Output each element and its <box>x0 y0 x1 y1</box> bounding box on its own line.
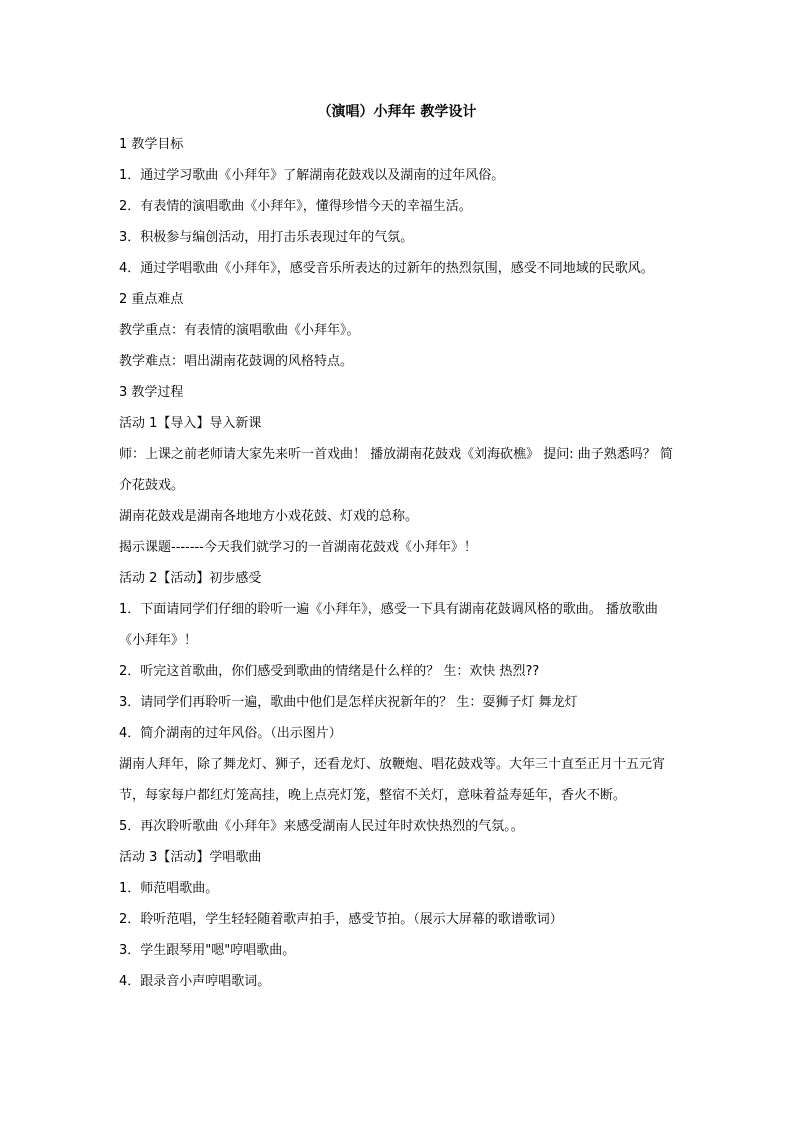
paragraph: 教学难点：唱出湖南花鼓调的风格特点。 <box>119 354 354 369</box>
paragraph: 1．通过学习歌曲《小拜年》了解湖南花鼓戏以及湖南的过年风俗。 <box>119 168 505 183</box>
paragraph: 2．有表情的演唱歌曲《小拜年》，懂得珍惜今天的幸福生活。 <box>119 199 472 214</box>
paragraph: 1 教学目标 <box>119 137 184 152</box>
paragraph: 4．通过学唱歌曲《小拜年》，感受音乐所表达的过新年的热烈氛围，感受不同地域的民歌风。 <box>119 261 654 276</box>
paragraph: 3．积极参与编创活动，用打击乐表现过年的气氛。 <box>119 230 414 245</box>
paragraph: 5．再次聆听歌曲《小拜年》来感受湖南人民过年时欢快热烈的气氛。。 <box>119 819 524 834</box>
paragraph: 3．学生跟琴用"嗯"哼唱歌曲。 <box>119 943 296 958</box>
paragraph: 4．跟录音小声哼唱歌词。 <box>119 974 271 989</box>
paragraph: 师：上课之前老师请大家先来听一首戏曲！ 播放湖南花鼓戏《刘海砍樵》 提问: 曲子熟悉吗？ 简介花鼓戏。 <box>119 447 673 493</box>
paragraph: 2 重点难点 <box>119 292 184 307</box>
paragraph: 2．听完这首歌曲，你们感受到歌曲的情绪是什么样的？ 生：欢快 热烈?? <box>119 664 540 679</box>
paragraph: 教学重点：有表情的演唱歌曲《小拜年》。 <box>119 323 360 338</box>
paragraph: 湖南花鼓戏是湖南各地地方小戏花鼓、灯戏的总称。 <box>119 509 419 524</box>
paragraph: 活动 1【导入】导入新课 <box>119 416 262 431</box>
paragraph: 揭示课题-------今天我们就学习的一首湖南花鼓戏《小拜年》！ <box>119 540 477 555</box>
document-title: （演唱）小拜年 教学设计 <box>317 104 477 120</box>
document-body <box>119 134 679 1002</box>
paragraph: 2．聆听范唱，学生轻轻随着歌声拍手，感受节拍。（展示大屏幕的歌谱歌词） <box>119 912 563 927</box>
paragraph: 湖南人拜年，除了舞龙灯、狮子，还看龙灯、放鞭炮、唱花鼓戏等。大年三十直至正月十五元宵节，每家每户都红灯笼高挂，晚上点亮灯笼，整宿不关灯，意味着益寿延年，香火不断。 <box>119 757 666 803</box>
paragraph: 3 教学过程 <box>119 385 184 400</box>
paragraph: 1．下面请同学们仔细的聆听一遍《小拜年》，感受一下具有湖南花鼓调风格的歌曲。 播放歌曲《小拜年》！ <box>119 602 658 648</box>
paragraph: 活动 2【活动】初步感受 <box>119 571 262 586</box>
paragraph: 4．简介湖南的过年风俗。（出示图片） <box>119 726 342 741</box>
paragraph: 活动 3【活动】学唱歌曲 <box>119 850 262 865</box>
paragraph: 1．师范唱歌曲。 <box>119 881 219 896</box>
paragraph: 3．请同学们再聆听一遍，歌曲中他们是怎样庆祝新年的？ 生：耍狮子灯 舞龙灯 <box>119 695 578 710</box>
